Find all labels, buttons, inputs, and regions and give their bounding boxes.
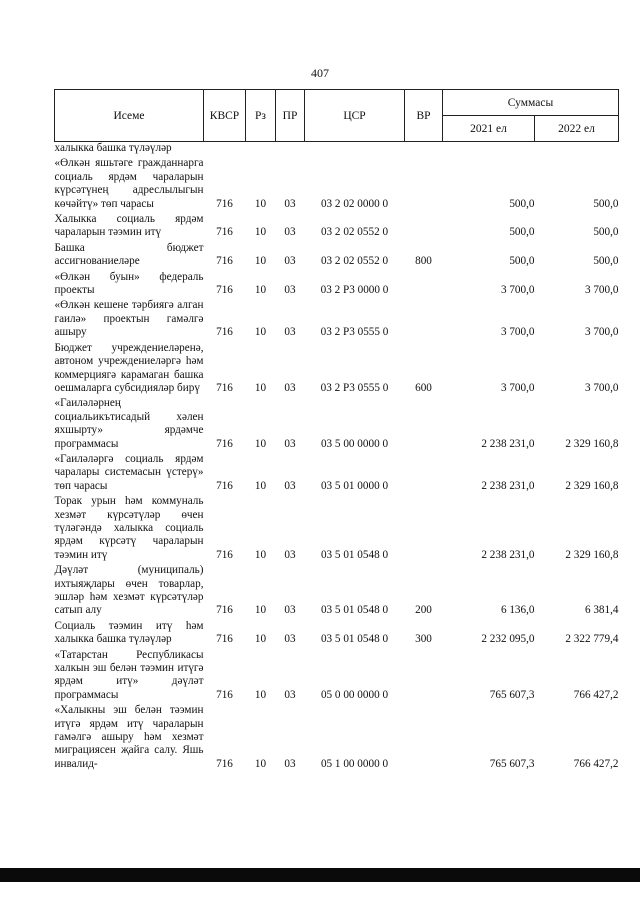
cell-kvsr: 716 — [216, 197, 233, 210]
table-row — [55, 453, 619, 495]
cell-vr: 600 — [415, 381, 432, 394]
cell-name: «Татарстан Республикасы халкын эш белән тәэмин итүгә ярдәм итү» дәүләт программасы — [54, 648, 204, 701]
cell-y2021: 2 232 095,0 — [481, 633, 535, 646]
cell-kvsr: 716 — [216, 226, 233, 239]
table-row — [55, 142, 619, 158]
cell-rz: 10 — [254, 326, 267, 339]
table-row — [55, 620, 619, 649]
cell-csr: 03 2 02 0552 0 — [320, 226, 389, 239]
cell-pr: 03 — [284, 688, 296, 701]
cell-rz: 10 — [254, 197, 267, 210]
cell-pr: 03 — [284, 757, 296, 770]
cell-pr: 03 — [284, 604, 296, 617]
header-2022: 2022 ел — [535, 116, 619, 142]
cell-pr: 03 — [284, 437, 296, 450]
cell-name: «Өлкән яшьтәге гражданнарга социаль ярдәм чараларын күрсәтүнең адреслылыгын көчәйтү» төп чарасы — [54, 157, 204, 210]
cell-vr — [405, 453, 443, 495]
cell-y2022: 766 427,2 — [573, 688, 619, 701]
cell-name: «Өлкән кешене тәрбиягә алган гаилә» проектын гамәлгә ашыру — [54, 299, 204, 339]
cell-y2022: 500,0 — [593, 197, 619, 210]
cell-csr: 05 0 00 0000 0 — [320, 688, 389, 701]
cell-rz: 10 — [254, 226, 267, 239]
cell-y2022: 766 427,2 — [573, 757, 619, 770]
cell-y2021: 2 238 231,0 — [481, 548, 535, 561]
cell-y2022: 2 322 779,4 — [565, 633, 619, 646]
cell-vr — [405, 142, 443, 158]
table-row — [55, 157, 619, 213]
table-row — [55, 564, 619, 620]
cell-csr: 05 1 00 0000 0 — [320, 757, 389, 770]
header-kvsr: КВСР — [204, 90, 246, 142]
page-number: 407 — [311, 66, 329, 80]
header-vr: ВР — [405, 90, 443, 142]
table-row — [55, 342, 619, 398]
cell-y2021: 500,0 — [509, 226, 535, 239]
cell-pr: 03 — [284, 284, 296, 297]
cell-csr: 03 2 P3 0555 0 — [320, 381, 389, 394]
table-row — [55, 704, 619, 773]
cell-rz: 10 — [254, 604, 267, 617]
cell-y2021: 765 607,3 — [489, 757, 535, 770]
cell-y2021: 3 700,0 — [500, 284, 535, 297]
cell-rz: 10 — [254, 437, 267, 450]
cell-csr: 03 5 01 0000 0 — [320, 479, 389, 492]
cell-y2022 — [535, 142, 619, 158]
cell-pr: 03 — [284, 326, 296, 339]
table-row — [55, 495, 619, 564]
cell-y2022: 6 381,4 — [584, 604, 619, 617]
cell-vr — [405, 397, 443, 453]
cell-kvsr: 716 — [216, 548, 233, 561]
cell-name: «Халыкны эш белән тәэмин итүгә ярдәм итү чараларын гамәлгә ашыру һәм хезмәт миграциясен җайга салу. Яшь инвалид- — [54, 704, 204, 770]
cell-kvsr: 716 — [216, 633, 233, 646]
cell-y2021: 6 136,0 — [500, 604, 535, 617]
cell-kvsr: 716 — [216, 326, 233, 339]
cell-rz: 10 — [254, 479, 267, 492]
cell-y2021: 3 700,0 — [500, 381, 535, 394]
cell-name: «Гаиләләрнең социальикътисадый хәлен яхшырту» ярдәмче программасы — [54, 397, 204, 450]
cell-y2022: 500,0 — [593, 226, 619, 239]
table-row — [55, 213, 619, 242]
cell-pr: 03 — [284, 381, 296, 394]
cell-csr: 03 2 P3 0000 0 — [320, 284, 389, 297]
header-rz: Рз — [246, 90, 276, 142]
cell-y2021: 500,0 — [509, 255, 535, 268]
cell-rz: 10 — [254, 757, 267, 770]
cell-vr: 800 — [415, 255, 432, 268]
cell-pr: 03 — [284, 255, 296, 268]
cell-vr: 300 — [415, 633, 432, 646]
cell-y2021: 2 238 231,0 — [481, 437, 535, 450]
header-csr: ЦСР — [305, 90, 405, 142]
cell-csr: 03 5 01 0548 0 — [320, 604, 389, 617]
cell-rz: 10 — [254, 284, 267, 297]
cell-vr — [405, 299, 443, 341]
cell-name: «Өлкән буын» федераль проекты — [54, 270, 204, 297]
cell-vr — [405, 704, 443, 773]
cell-kvsr: 716 — [216, 757, 233, 770]
cell-kvsr: 716 — [216, 479, 233, 492]
cell-csr: 03 5 01 0548 0 — [320, 633, 389, 646]
cell-name: «Гаиләләргә социаль ярдәм чаралары системасын үстерү» төп чарасы — [54, 452, 204, 492]
cell-kvsr — [204, 142, 246, 158]
cell-kvsr: 716 — [216, 437, 233, 450]
cell-kvsr: 716 — [216, 604, 233, 617]
cell-y2022: 500,0 — [593, 255, 619, 268]
cell-csr: 03 2 P3 0555 0 — [320, 326, 389, 339]
table-row — [55, 649, 619, 705]
cell-kvsr: 716 — [216, 381, 233, 394]
cell-name: Халыкка социаль ярдәм чараларын тәэмин итү — [54, 213, 204, 239]
cell-y2022: 2 329 160,8 — [565, 479, 619, 492]
cell-vr — [405, 213, 443, 242]
cell-rz: 10 — [254, 381, 267, 394]
cell-pr: 03 — [284, 633, 296, 646]
cell-pr: 03 — [284, 548, 296, 561]
cell-y2021 — [443, 142, 535, 158]
cell-pr: 03 — [284, 197, 296, 210]
cell-y2022: 3 700,0 — [584, 381, 619, 394]
cell-csr — [305, 142, 405, 158]
cell-name: Бюджет учреждениеләренә, автоном учреждениеләргә һәм коммерциягә карамаган башка оешмаларга субсидияләр бирү — [54, 341, 204, 394]
cell-name: Торак урын һәм коммуналь хезмәт күрсәтүләр өчен түләгәндә халыкка социаль ярдәм күрсәтү чараларын тәэмин итү — [54, 495, 204, 561]
table-row — [55, 397, 619, 453]
cell-rz: 10 — [254, 548, 267, 561]
table-row — [55, 299, 619, 341]
cell-kvsr: 716 — [216, 255, 233, 268]
cell-y2022: 3 700,0 — [584, 326, 619, 339]
cell-rz: 10 — [254, 688, 267, 701]
cell-y2021: 500,0 — [509, 197, 535, 210]
cell-vr — [405, 495, 443, 564]
header-2021: 2021 ел — [443, 116, 535, 142]
header-sums: Суммасы — [443, 90, 619, 116]
table-body — [55, 142, 619, 774]
table-row — [55, 271, 619, 300]
cell-rz: 10 — [254, 255, 267, 268]
cell-y2021: 2 238 231,0 — [481, 479, 535, 492]
cell-name: Социаль тәэмин итү һәм халыкка башка түләүләр — [54, 619, 204, 646]
cell-pr: 03 — [284, 479, 296, 492]
cell-y2021: 765 607,3 — [489, 688, 535, 701]
cell-csr: 03 2 02 0000 0 — [320, 197, 389, 210]
cell-csr: 03 5 01 0548 0 — [320, 548, 389, 561]
cell-rz — [246, 142, 276, 158]
cell-vr — [405, 649, 443, 705]
cell-y2022: 2 329 160,8 — [565, 437, 619, 450]
cell-kvsr: 716 — [216, 688, 233, 701]
header-pr: ПР — [276, 90, 305, 142]
cell-y2022: 2 329 160,8 — [565, 548, 619, 561]
cell-y2021: 3 700,0 — [500, 326, 535, 339]
cell-csr: 03 2 02 0552 0 — [320, 255, 389, 268]
cell-name: Дәүләт (муниципаль) ихтыяҗлары өчен товарлар, эшләр һәм хезмәт күрсәтүләр сатып алу — [54, 564, 204, 617]
scan-bottom-edge — [0, 868, 640, 882]
cell-name: Башка бюджет ассигнованиеләре — [54, 241, 204, 268]
cell-vr — [405, 271, 443, 300]
cell-vr — [405, 157, 443, 213]
cell-pr — [276, 142, 305, 158]
cell-kvsr: 716 — [216, 284, 233, 297]
cell-pr: 03 — [284, 226, 296, 239]
table-row — [55, 242, 619, 271]
cell-vr: 200 — [415, 604, 432, 617]
cell-name: халыкка башка түләүләр — [54, 142, 172, 154]
budget-table — [54, 89, 619, 773]
cell-csr: 03 5 00 0000 0 — [320, 437, 389, 450]
cell-rz: 10 — [254, 633, 267, 646]
header-name: Исеме — [55, 90, 204, 142]
cell-y2022: 3 700,0 — [584, 284, 619, 297]
